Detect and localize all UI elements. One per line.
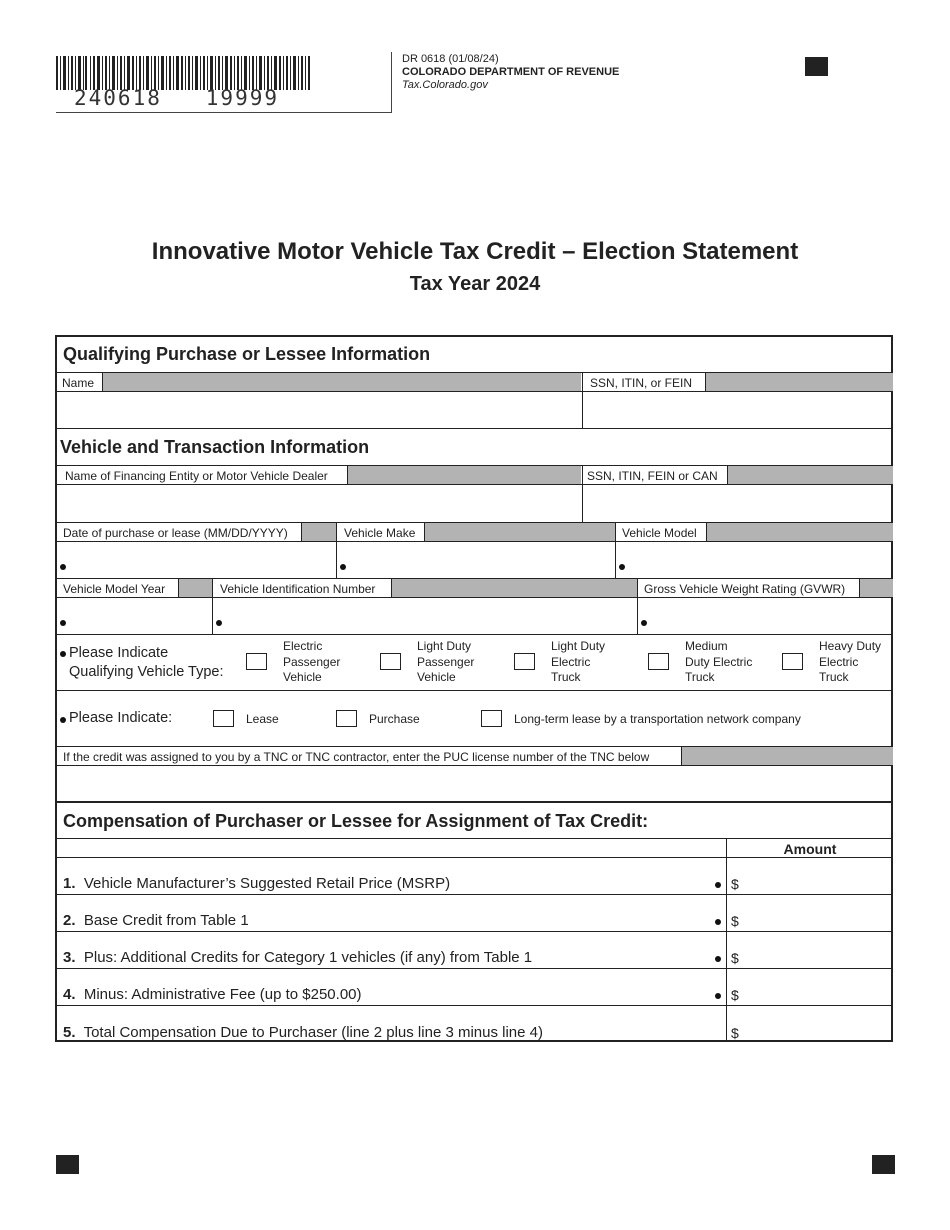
required-dot bbox=[60, 717, 66, 723]
financing-label: Name of Financing Entity or Motor Vehicle Dealer bbox=[65, 469, 328, 483]
page-title: Innovative Motor Vehicle Tax Credit – Election Statement bbox=[151, 238, 799, 265]
required-dot bbox=[715, 919, 721, 925]
required-dot bbox=[60, 651, 66, 657]
model-year-field[interactable] bbox=[57, 598, 211, 634]
checkbox-medium-duty-electric-truck[interactable] bbox=[648, 653, 669, 670]
website: Tax.Colorado.gov bbox=[402, 79, 488, 91]
tnc-label: If the credit was assigned to you by a TNC or TNC contractor, enter the PUC license number of the TNC below bbox=[63, 750, 650, 764]
make-label: Vehicle Make bbox=[344, 526, 416, 540]
checkbox-tnc-long-term-lease[interactable] bbox=[481, 710, 502, 727]
gvwr-field[interactable] bbox=[638, 598, 893, 634]
line-5-amount-field[interactable] bbox=[743, 1006, 893, 1042]
vehicle-model-field[interactable] bbox=[616, 542, 893, 578]
checkbox-electric-passenger-vehicle[interactable] bbox=[246, 653, 267, 670]
name-field[interactable] bbox=[57, 392, 581, 428]
gvwr-label: Gross Vehicle Weight Rating (GVWR) bbox=[644, 582, 846, 596]
line-3-label: 3. Plus: Additional Credits for Category 1 vehicles (if any) from Table 1 bbox=[63, 949, 533, 966]
election-form bbox=[55, 335, 893, 1042]
option-light-duty-passenger-vehicle: Light Duty Passenger Vehicle bbox=[417, 639, 475, 684]
registration-mark-bottom-left bbox=[56, 1155, 79, 1174]
option-light-duty-electric-truck: Light Duty Electric Truck bbox=[551, 639, 606, 684]
purchase-date-field[interactable] bbox=[57, 542, 335, 578]
line-2-amount-field[interactable] bbox=[743, 895, 893, 931]
barcode-number: 240618 19999 bbox=[74, 86, 280, 110]
vin-label: Vehicle Identification Number bbox=[220, 582, 376, 596]
form-id: DR 0618 (01/08/24) bbox=[402, 53, 499, 65]
year-label: Vehicle Model Year bbox=[63, 582, 166, 596]
checkbox-purchase[interactable] bbox=[336, 710, 357, 727]
line-2-currency: $ bbox=[731, 913, 739, 929]
required-dot bbox=[715, 956, 721, 962]
date-label: Date of purchase or lease (MM/DD/YYYY) bbox=[63, 526, 288, 540]
option-lease: Lease bbox=[246, 712, 279, 726]
option-purchase: Purchase bbox=[369, 712, 420, 726]
vehicle-type-label bbox=[69, 644, 224, 682]
vehicle-heading: Vehicle and Transaction Information bbox=[60, 437, 370, 457]
financing-id-field[interactable] bbox=[583, 485, 893, 521]
option-electric-passenger-vehicle: Electric Passenger Vehicle bbox=[283, 639, 341, 684]
line-1-amount-field[interactable] bbox=[743, 858, 893, 894]
tnc-puc-license-field[interactable] bbox=[57, 766, 893, 800]
required-dot bbox=[715, 993, 721, 999]
name-label: Name bbox=[62, 376, 95, 390]
checkbox-light-duty-passenger-vehicle[interactable] bbox=[380, 653, 401, 670]
page-subtitle: Tax Year 2024 bbox=[409, 273, 541, 295]
line-3-amount-field[interactable] bbox=[743, 932, 893, 968]
financing-id-label: SSN, ITIN, FEIN or CAN bbox=[587, 469, 718, 483]
vin-field[interactable] bbox=[213, 598, 636, 634]
line-3-currency: $ bbox=[731, 950, 739, 966]
vehicle-type-label-line1: Please Indicate bbox=[69, 645, 169, 661]
checkbox-light-duty-electric-truck[interactable] bbox=[514, 653, 535, 670]
model-label: Vehicle Model bbox=[622, 526, 697, 540]
registration-mark-bottom-right bbox=[872, 1155, 895, 1174]
checkbox-heavy-duty-electric-truck[interactable] bbox=[782, 653, 803, 670]
barcode-underline bbox=[56, 112, 391, 113]
barcode-divider bbox=[391, 52, 392, 113]
option-heavy-duty-electric-truck: Heavy Duty Electric Truck bbox=[819, 639, 882, 684]
option-tnc-long-term-lease: Long-term lease by a transportation network company bbox=[514, 712, 801, 726]
line-4-amount-field[interactable] bbox=[743, 969, 893, 1005]
compensation-heading: Compensation of Purchaser or Lessee for Assignment of Tax Credit: bbox=[63, 811, 649, 831]
transaction-type-label: Please Indicate: bbox=[69, 710, 173, 726]
line-4-currency: $ bbox=[731, 987, 739, 1003]
line-4-label: 4. Minus: Administrative Fee (up to $250.00) bbox=[63, 986, 362, 1003]
purchaser-id-label: SSN, ITIN, or FEIN bbox=[590, 376, 693, 390]
registration-mark-top-right bbox=[805, 57, 828, 76]
purchaser-heading: Qualifying Purchase or Lessee Information bbox=[63, 344, 431, 364]
department-name: COLORADO DEPARTMENT OF REVENUE bbox=[402, 66, 620, 78]
line-5-currency: $ bbox=[731, 1025, 739, 1041]
purchaser-id-field[interactable] bbox=[583, 392, 893, 428]
required-dot bbox=[715, 882, 721, 888]
option-medium-duty-electric-truck: Medium Duty Electric Truck bbox=[685, 639, 753, 684]
amount-header: Amount bbox=[783, 841, 837, 857]
line-1-currency: $ bbox=[731, 876, 739, 892]
line-5-label: 5. Total Compensation Due to Purchaser (line 2 plus line 3 minus line 4) bbox=[63, 1024, 543, 1041]
barcode bbox=[56, 56, 310, 90]
vehicle-type-label-line2: Qualifying Vehicle Type: bbox=[69, 664, 224, 680]
line-1-label: 1. Vehicle Manufacturer’s Suggested Retail Price (MSRP) bbox=[63, 875, 451, 892]
checkbox-lease[interactable] bbox=[213, 710, 234, 727]
line-2-label: 2. Base Credit from Table 1 bbox=[63, 912, 249, 929]
financing-name-field[interactable] bbox=[57, 485, 581, 521]
vehicle-make-field[interactable] bbox=[337, 542, 614, 578]
